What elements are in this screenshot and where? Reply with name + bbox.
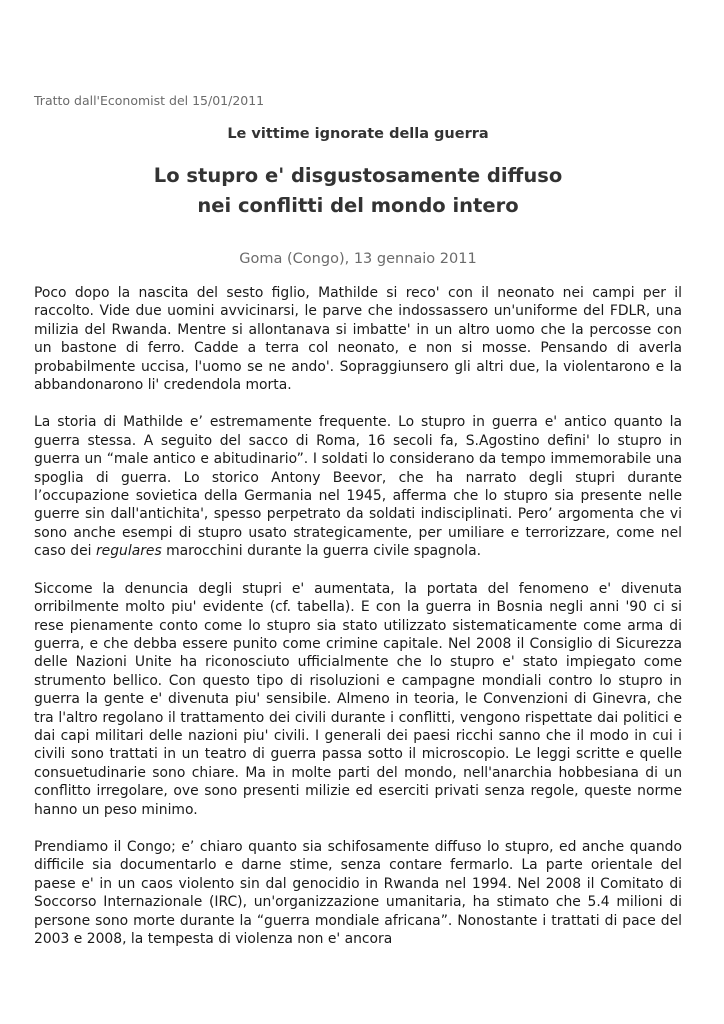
headline-line-1: Lo stupro e' disgustosamente diffuso [153,164,563,187]
paragraph-2 [34,413,682,560]
paragraph-2-italic: regulares [95,543,162,560]
article-kicker: Le vittime ignorate della guerra [227,126,489,142]
headline-line-2: nei conflitti del mondo intero [197,194,519,217]
paragraph-2-text-b: marocchini durante la guerra civile spagnola. [161,543,482,560]
article-body [34,284,682,948]
source-line: Tratto dall'Economist del 15/01/2011 [34,93,265,108]
paragraph-3: Siccome la denuncia degli stupri e' aumentata, la portata del fenomeno e' divenuta orribilmente molto piu' evidente (cf. tabella). E con la guerra in Bosnia negli anni '90 ci si rese pienamente conto come lo stupro sia stato utilizzato sistematicamente come arma di guerra, e che debba essere punito come crimine capitale. Nel 2008 il Consiglio di Sicurezza delle Nazioni Unite ha riconosciuto ufficialmente che lo stupro e' stato impiegato come strumento bellico. Con questo tipo di risoluzioni e campagne mondiali contro lo stupro in guerra la gente e' divenuta piu' sensibile. Almeno in teoria, le Convenzioni di Ginevra, che tra l'altro regolano il trattamento dei civili durante i conflitti, vengono rispettate dai politici e dai capi militari delle nazioni piu' civili. I generali dei paesi ricchi sanno che il modo in cui i civili sono trattati in un teatro di guerra passa sotto il microscopio. Le leggi scritte e quelle consuetudinarie sono chiare. Ma in molte parti del mondo, nell'anarchia hobbesiana di un conflitto irregolare, ove sono presenti milizie ed eserciti privati senza regole, queste norme hanno un peso minimo. [34,580,682,818]
article-headline [34,161,682,221]
dateline: Goma (Congo), 13 gennaio 2011 [239,251,477,267]
paragraph-1: Poco dopo la nascita del sesto figlio, Mathilde si reco' con il neonato nei campi per il raccolto. Vide due uomini avvicinarsi, le parve che indossassero un'uniforme del FDLR, una milizia del Rwanda. Mentre si allontanava si imbatte' in un altro uomo che la percosse con un bastone di ferro. Cadde a terra col neonato, e non si mosse. Pensando di averla probabilmente uccisa, l'uomo se ne ando'. Sopraggiunsero gli altri due, la violentarono e la abbandonarono li' credendola morta. [34,285,682,394]
paragraph-4: Prendiamo il Congo; e’ chiaro quanto sia schifosamente diffuso lo stupro, ed anche quando difficile sia documentarlo e darne stime, senza contare fermarlo. La parte orientale del paese e' in un caos violento sin dal genocidio in Rwanda nel 1994. Nel 2008 il Comitato di Soccorso Internazionale (IRC), un'organizzazione umanitaria, ha stimato che 5.4 milioni di persone sono morte durante la “guerra mondiale africana”. Nonostante i trattati di pace del 2003 e 2008, la tempesta di violenza non e' ancora [34,838,682,947]
paragraph-2-text-a: La storia di Mathilde e’ estremamente frequente. Lo stupro in guerra e' antico quanto la guerra stessa. A seguito del sacco di Roma, 16 secoli fa, S.Agostino defini' lo stupro in guerra un “male antico e abitudinario”. I soldati lo considerano da tempo immemorabile una spoglia di guerra. Lo storico Antony Beevor, che ha narrato degli stupri durante l’occupazione sovietica della Germania nel 1945, afferma che lo stupro sia presente nelle guerre sin dall'antichita', spesso perpetrato da soldati indisciplinati. Pero’ argomenta che vi sono anche esempi di stupro usato strategicamente, per umiliare e terrorizzare, come nel caso dei [34,414,682,560]
